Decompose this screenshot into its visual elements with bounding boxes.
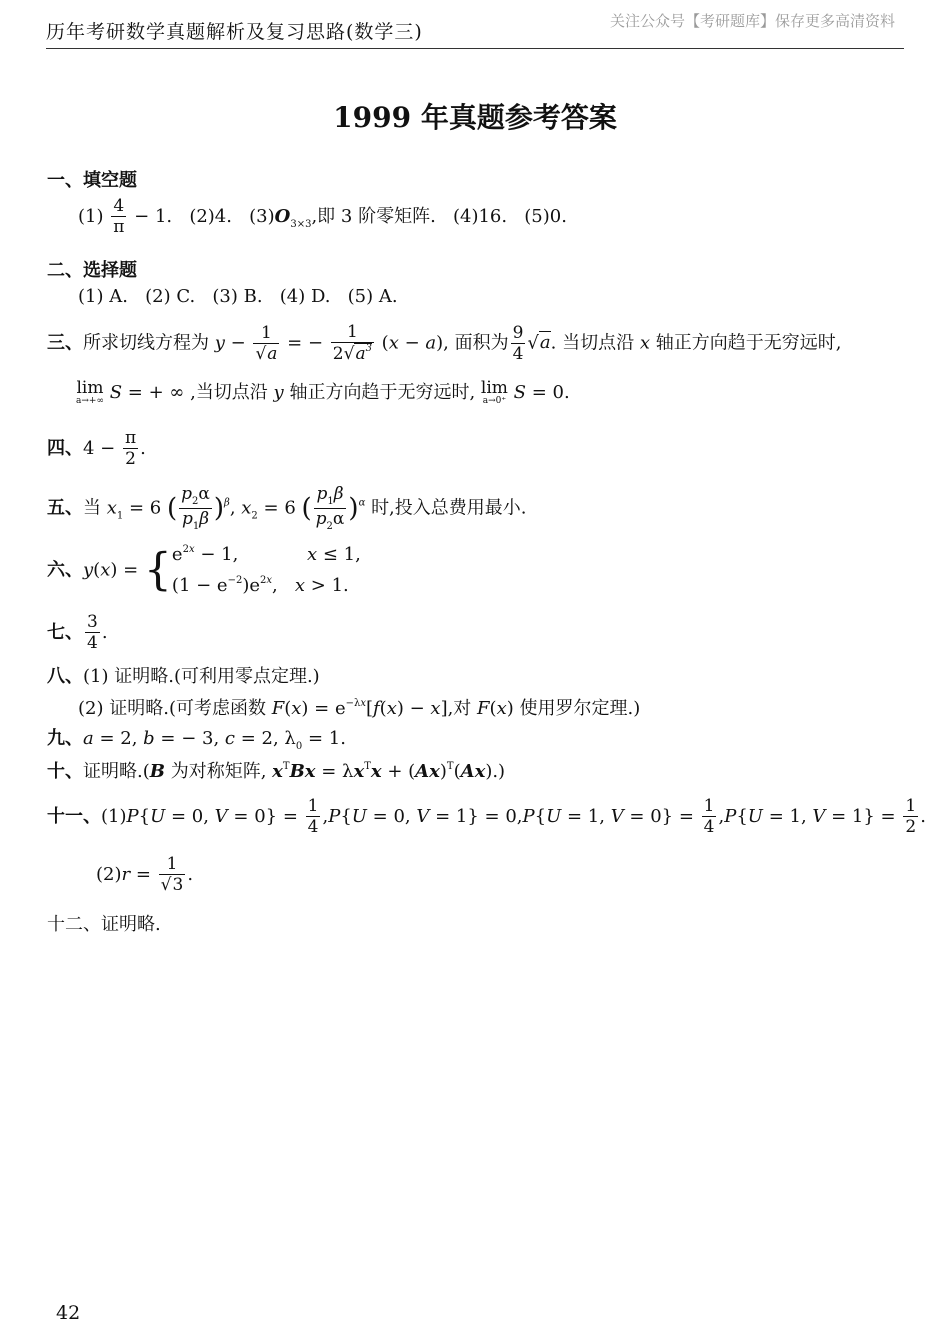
answer-8-part1: 八、(1) 证明略.(可利用零点定理.) xyxy=(47,666,320,687)
fraction-4-over-pi: $\frac{4}{\pi}$ xyxy=(113,196,125,238)
answer-6: 六、y(x) = { $e^{2x} - 1$, x ≤ 1, $(1 - e^{-2})e^{2x}$, x > 1. xyxy=(47,544,361,596)
section-choice-heading: 二、选择题 xyxy=(47,260,137,281)
page-title: 1999 年真题参考答案 xyxy=(333,101,617,134)
answer-11-part1: 十一、(1)P{U = 0, V = 0} = $\frac{1}{4}$ ,P{U = 0, V = 1} = 0,P{U = 1, V = 0} = $\frac{1}{4}$ ,P{U = 1, V = 1} = $\frac{1}{2}$ . xyxy=(47,796,926,838)
answer-10: 十、证明略.(B 为对称矩阵, $x^TBx = \lambda x^Tx + (Ax)^T(Ax)$.) xyxy=(47,761,506,782)
page-number: 42 xyxy=(56,1302,81,1324)
running-header-title: 历年考研数学真题解析及复习思路(数学三) xyxy=(46,21,423,43)
answer-12: 十二、证明略. xyxy=(47,914,161,935)
answer-3-line2: lim a→+∞ S = + ∞ ,当切点沿 y 轴正方向趋于无穷远时, lim a→0⁺ S = 0. xyxy=(76,378,570,406)
header-rule xyxy=(46,48,904,49)
watermark-text: 关注公众号【考研题库】保存更多高清资料 xyxy=(610,12,896,30)
choice-answers: (1) A. (2) C. (3) B. (4) D. (5) A. xyxy=(78,286,398,307)
fill-answers: (1) $\frac{4}{\pi}$ − 1. (2)4. $(3)O_{3\times 3}$,即 3 阶零矩阵. (4)16. (5)0. xyxy=(78,196,567,238)
answer-4: 四、4 − $\frac{\pi}{2}$ . xyxy=(47,428,146,470)
section-fill-heading: 一、填空题 xyxy=(47,170,137,191)
answer-7: 七、 $\frac{3}{4}$ . xyxy=(47,612,108,654)
answer-8-part2: (2) 证明略.(可考虑函数 $F(x) = e^{-\lambda x}[f(x) - x]$,对 F(x) 使用罗尔定理.) xyxy=(78,698,641,719)
answer-5: 五、当 $x_1 = 6$ ( $\frac{p_2\alpha}{p_1\beta}$ )$^\beta$, $x_2 = 6$ ( $\frac{p_1\beta}{p_2\alpha}$ )$^\alpha$ 时,投入总费用最小. xyxy=(47,484,527,532)
answer-11-part2: (2)r = $\frac{1}{√3}$ . xyxy=(96,854,194,896)
answer-3-line1: 三、所求切线方程为 y − $\frac{1}{√a}$ = − $\frac{1}{2√a^3}$ (x − a), 面积为 $\frac{9}{4}$ √a. 当切点沿 x 轴正方向趋于无穷远时, xyxy=(47,322,842,365)
answer-9: 九、a = 2, b = − 3, c = 2, $\lambda_0 = 1$. xyxy=(47,728,346,752)
